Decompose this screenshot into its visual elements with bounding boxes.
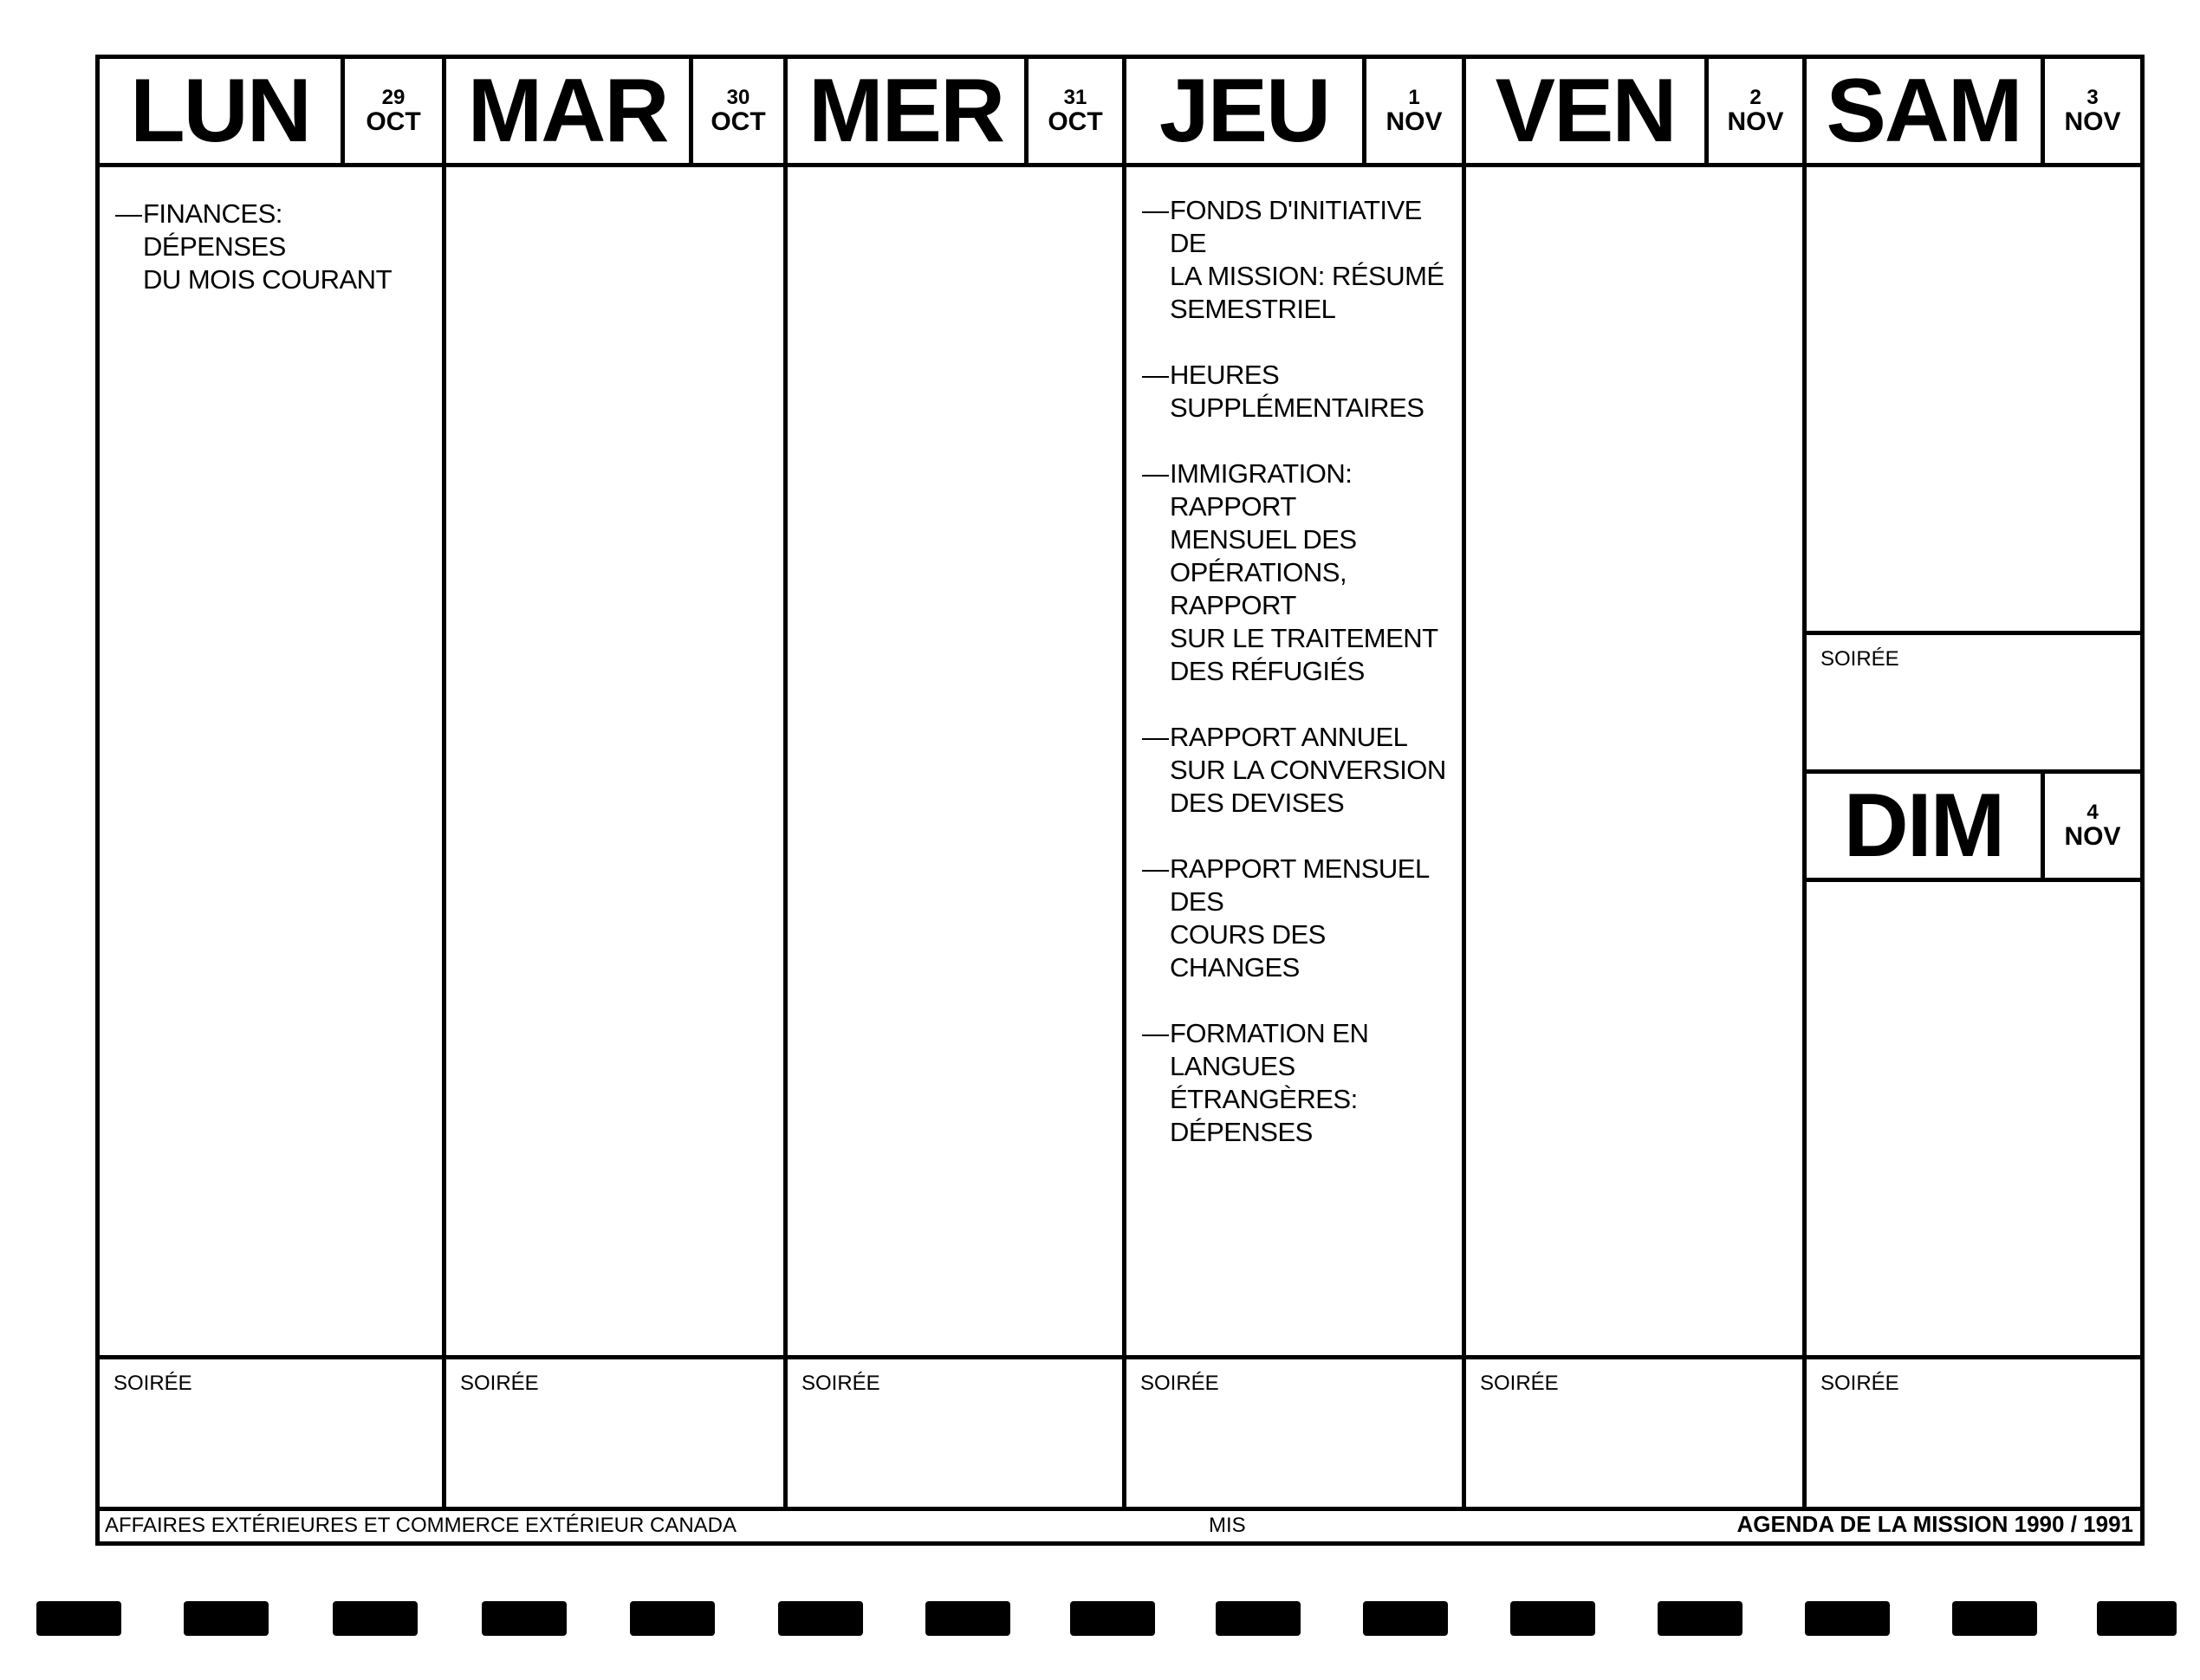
soiree-box (446, 1355, 783, 1507)
day-column-mer (788, 59, 1126, 1507)
soiree-label: SOIRÉE (1140, 1372, 1219, 1395)
binding-holes (0, 1601, 2200, 1638)
date-month: OCT (366, 107, 421, 136)
day-name: JEU (1126, 59, 1366, 163)
date-number: 4 (2086, 800, 2099, 824)
date-box (1029, 59, 1122, 163)
day-name: MER (788, 59, 1029, 163)
binding-hole (630, 1601, 715, 1636)
note-text: FINANCES: DÉPENSES DU MOIS COURANT (143, 198, 392, 295)
day-name: VEN (1466, 59, 1709, 163)
day-header (1126, 59, 1462, 167)
footer (100, 1507, 2140, 1541)
day-header (788, 59, 1122, 167)
day-name: SAM (1807, 59, 2045, 163)
day-column-jeu (1126, 59, 1466, 1507)
binding-hole (36, 1601, 121, 1636)
binding-hole (333, 1601, 418, 1636)
soiree-label: SOIRÉE (1480, 1372, 1559, 1395)
soiree-label: SOIRÉE (1820, 1372, 1899, 1395)
binding-hole (778, 1601, 863, 1636)
date-box (345, 59, 442, 163)
binding-hole (1216, 1601, 1301, 1636)
note-item (1142, 1017, 1450, 1149)
day-notes (1142, 194, 1450, 1182)
date-month: NOV (2064, 107, 2121, 136)
binding-hole (482, 1601, 567, 1636)
note-item (1142, 721, 1450, 820)
date-box (693, 59, 783, 163)
day-column-ven (1466, 59, 1807, 1507)
day-header (100, 59, 442, 167)
soiree-label: SOIRÉE (114, 1372, 192, 1395)
note-dash: — (1142, 853, 1169, 884)
note-text: HEURES SUPPLÉMENTAIRES (1170, 360, 1424, 423)
day-header (1807, 59, 2140, 167)
note-item (115, 198, 430, 296)
note-item (1142, 457, 1450, 688)
footer-agenda-title: AGENDA DE LA MISSION 1990 / 1991 (1736, 1511, 2133, 1537)
soiree-box (1126, 1355, 1462, 1507)
day-name: MAR (446, 59, 693, 163)
date-month: NOV (1727, 107, 1784, 136)
date-month: OCT (1048, 107, 1103, 136)
binding-hole (1510, 1601, 1595, 1636)
weekly-calendar (95, 55, 2145, 1546)
note-text: IMMIGRATION: RAPPORT MENSUEL DES OPÉRATIONS, RAPPORT SUR LE TRAITEMENT DES RÉFUGIÉS (1170, 458, 1438, 686)
note-text: RAPPORT ANNUEL SUR LA CONVERSION DES DEVISES (1170, 722, 1446, 818)
note-dash: — (115, 198, 142, 229)
day-column-lun (100, 59, 446, 1507)
binding-hole (1363, 1601, 1448, 1636)
date-number: 29 (381, 85, 406, 109)
date-number: 1 (1408, 85, 1420, 109)
soiree-label: SOIRÉE (801, 1372, 880, 1395)
date-number: 30 (726, 85, 750, 109)
date-month: NOV (2064, 821, 2121, 851)
note-item (1142, 853, 1450, 984)
soiree-label: SOIRÉE (460, 1372, 539, 1395)
note-item (1142, 194, 1450, 326)
day-name: DIM (1807, 774, 2045, 878)
date-box (1366, 59, 1462, 163)
sunday-header (1807, 774, 2140, 882)
note-dash: — (1142, 195, 1169, 225)
note-dash: — (1142, 722, 1169, 752)
soiree-box (100, 1355, 442, 1507)
soiree-box (788, 1355, 1122, 1507)
saturday-soiree-box (1807, 631, 2140, 774)
soiree-box (1807, 1355, 2140, 1507)
date-box (1709, 59, 1802, 163)
note-text: FORMATION EN LANGUES ÉTRANGÈRES: DÉPENSES (1170, 1018, 1369, 1147)
binding-hole (1805, 1601, 1890, 1636)
note-text: RAPPORT MENSUEL DES COURS DES CHANGES (1170, 853, 1429, 983)
note-text: FONDS D'INITIATIVE DE LA MISSION: RÉSUMÉ SEMESTRIEL (1170, 195, 1444, 324)
soiree-box (1466, 1355, 1802, 1507)
day-header (446, 59, 783, 167)
footer-code: MIS (1209, 1514, 1246, 1537)
date-number: 31 (1063, 85, 1087, 109)
footer-department: AFFAIRES EXTÉRIEURES ET COMMERCE EXTÉRIEUR CANADA (105, 1514, 737, 1537)
binding-hole (1658, 1601, 1742, 1636)
note-item (1142, 359, 1450, 425)
binding-hole (1952, 1601, 2037, 1636)
day-header (1466, 59, 1802, 167)
day-notes (115, 198, 430, 329)
day-column-sam-dim (1807, 59, 2140, 1507)
day-column-mar (446, 59, 788, 1507)
day-name: LUN (100, 59, 345, 163)
date-month: NOV (1386, 107, 1443, 136)
date-number: 2 (1749, 85, 1762, 109)
binding-hole (925, 1601, 1010, 1636)
date-month: OCT (711, 107, 766, 136)
soiree-label: SOIRÉE (1820, 647, 1899, 671)
binding-hole (2097, 1601, 2177, 1636)
note-dash: — (1142, 458, 1169, 489)
date-number: 3 (2086, 85, 2099, 109)
binding-hole (184, 1601, 269, 1636)
note-dash: — (1142, 1018, 1169, 1048)
binding-hole (1070, 1601, 1155, 1636)
note-dash: — (1142, 360, 1169, 390)
date-box (2045, 774, 2140, 878)
date-box (2045, 59, 2140, 163)
